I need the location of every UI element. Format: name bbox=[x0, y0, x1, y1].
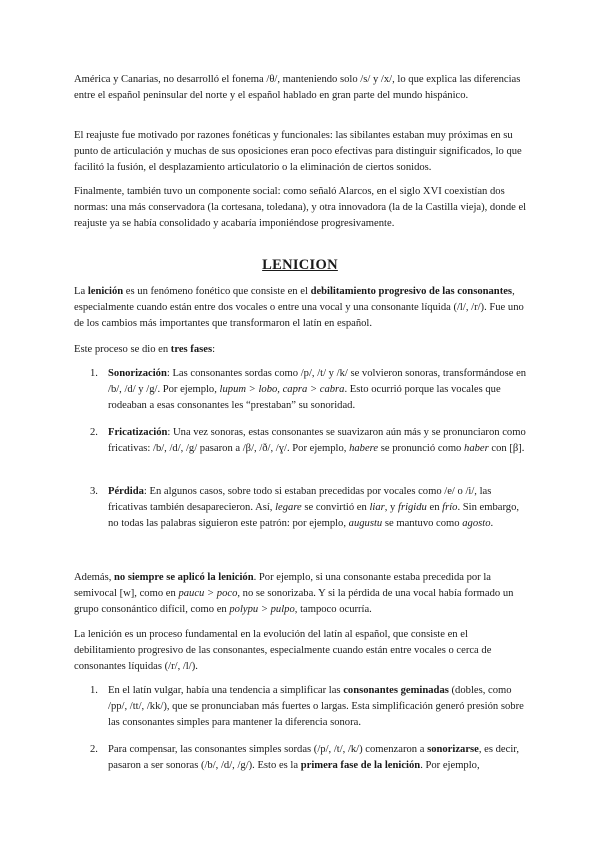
paragraph-seseo: América y Canarias, no desarrolló el fonema /θ/, manteniendo solo /s/ y /x/, lo que explica las diferencias entre el español peninsular del norte y el español hablado en gran parte del mundo hispánico. bbox=[74, 74, 521, 102]
term-no-siempre: no siempre se aplicó la lenición bbox=[114, 572, 254, 583]
list-number: 2. bbox=[90, 744, 98, 755]
paragraph-resumen: La lenición es un proceso fundamental en la evolución del latín al español, que consiste en el debilitamiento progresivo de las consonantes, especialmente cuando están entre vocales o cerca de consonantes líquidas (/r/, /l/). bbox=[74, 629, 492, 673]
list-item-perdida bbox=[90, 484, 530, 533]
list-item-text: Pérdida: En algunos casos, sobre todo si estaban precedidas por vocales como /e/ o /i/, las fricativas también desaparecieron. Así, legare se convirtió en liar, y frigidu en frío. Sin embargo, no todas las palabras siguieron este patrón: por ejemplo, augustu se mantuvo como agosto. bbox=[108, 486, 520, 530]
term-tres-fases: tres fases bbox=[170, 344, 213, 355]
list-item-text: Para compensar, las consonantes simples sordas (/p/, /t/, /k/) comenzaron a sonorizarse, es decir, pasaron a ser sonoras (/b/, /d/, /g/). Esto es la primera fase de la lenición. Por ejemplo, bbox=[108, 744, 520, 772]
section-title: LENICION bbox=[262, 257, 338, 273]
paragraph-ademas: Además, no siempre se aplicó la lenición. Por ejemplo, si una consonante estaba precedida por la semivocal [w], como en paucu > poco, no se sonorizaba. Y si la pérdida de una vocal había formado un grupo consonántico difícil, como en polypu > pulpo, tampoco ocurría. bbox=[74, 572, 514, 616]
list-number: 1. bbox=[90, 685, 98, 696]
paragraph-definicion: La lenición es un fenómeno fonético que consiste en el debilitamiento progresivo de las consonantes, especialmente cuando están entre dos vocales o entre una vocal y una consonante líquida (/l/, /r/). Fue uno de los cambios más importantes que transformaron el latín en español. bbox=[74, 286, 524, 330]
list-number: 1. bbox=[90, 368, 98, 379]
list-item-text: Fricatización: Una vez sonoras, estas consonantes se suavizaron aún más y se pronunciaron como fricativas: /b/, /d/, /g/ pasaron a /β/, /ð/, /ɣ/. Por ejemplo, habere se pronunció como haber con [β]. bbox=[108, 427, 526, 455]
list-item-text: En el latín vulgar, había una tendencia a simplificar las consonantes geminadas (dobles, como /pp/, /tt/, /kk/), que se pronunciaban más fuertes o largas. Esta simplificación generó presión sobre las consonantes simples para mantener la diferencia sonora. bbox=[108, 685, 524, 729]
list-number: 2. bbox=[90, 427, 98, 438]
term-debilitamiento: debilitamiento progresivo de las consonantes bbox=[310, 286, 513, 297]
term-lenicion: lenición bbox=[87, 286, 124, 297]
list-item-text: Sonorización: Las consonantes sordas como /p/, /t/ y /k/ se volvieron sonoras, transformándose en /b/, /d/ y /g/. Por ejemplo, lupum > lobo, capra > cabra. Esto ocurrió porque las vocales que rodeaban a esas consonantes les “prestaban” su sonoridad. bbox=[108, 368, 527, 412]
list-item-sonorizacion bbox=[90, 366, 530, 415]
list-item-fricatizacion bbox=[90, 425, 530, 457]
list-item-geminadas bbox=[90, 683, 530, 732]
list-item-sonorizarse bbox=[90, 742, 530, 774]
list-number: 3. bbox=[90, 486, 98, 497]
paragraph-reajuste-motivo: El reajuste fue motivado por razones fonéticas y funcionales: las sibilantes estaban muy próximas en su punto de articulación y muchas de sus oposiciones eran poco efectivas para distinguir significados, lo que facilitó la fusión, el desplazamiento articulatorio o la eliminación de ciertos sonidos. bbox=[74, 130, 522, 174]
paragraph-componente-social: Finalmente, también tuvo un componente social: como señaló Alarcos, en el siglo XVI coexistían dos normas: una más conservadora (la cortesana, toledana), y otra innovadora (la de la Castilla vieja), donde el reajuste ya se había consolidado y acabaría imponiéndose progresivamente. bbox=[74, 186, 527, 230]
paragraph-fases-intro: Este proceso se dio en tres fases: bbox=[74, 344, 216, 355]
